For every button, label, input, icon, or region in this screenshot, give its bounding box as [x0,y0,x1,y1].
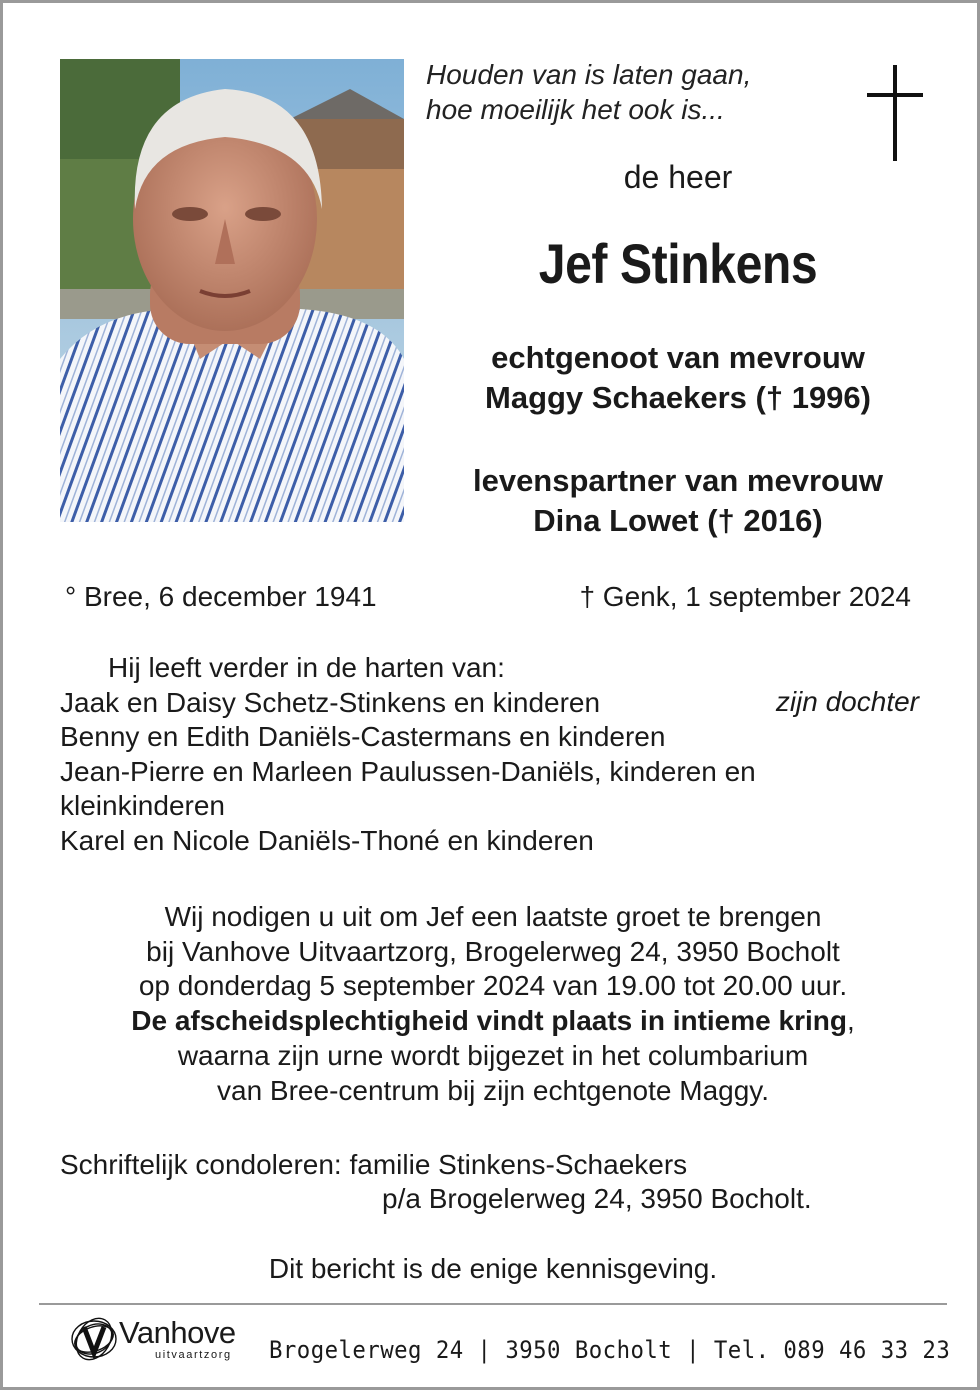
condolences-line-1: Schriftelijk condoleren: familie Stinkens-Schaekers [60,1149,688,1180]
quote [426,57,751,127]
portrait-photo [60,59,404,522]
partner-line-1: levenspartner van mevrouw [472,463,884,498]
condolences-address: p/a Brogelerweg 24, 3950 Bocholt. [382,1183,812,1214]
spouse-line-1: echtgenoot van mevrouw [491,340,865,375]
spouse-line-2: Maggy Schaekers († 1996) [485,380,871,415]
ceremony-comma: , [846,1005,855,1037]
logo-subtitle: uitvaartzorg [155,1349,232,1361]
spouse-block [423,338,933,418]
quote-line-1: Houden van is laten gaan, [426,59,752,90]
invitation-line-2: bij Vanhove Uitvaartzorg, Brogelerweg 24, 3950 Bocholt [146,935,840,967]
family-line: Jaak en Daisy Schetz-Stinkens en kinderen [60,686,601,718]
deceased-name: Jef Stinkens [538,232,818,295]
invitation-line-6: van Bree-centrum bij zijn echtgenote Maggy. [217,1074,769,1106]
family-intro: Hij leeft verder in de harten van: [108,652,505,683]
family-line: Jean-Pierre en Marleen Paulussen-Daniëls, kinderen en [60,755,756,787]
invitation-line-4 [3,1004,980,1039]
invitation [3,900,980,1108]
ceremony-notice: De afscheidsplechtigheid vindt plaats in intieme kring [131,1005,847,1037]
partner-line-2: Dina Lowet († 2016) [533,503,823,538]
invitation-line-5: waarna zijn urne wordt bijgezet in het columbarium [177,1039,809,1071]
footer-divider [39,1303,947,1305]
death-date: † Genk, 1 september 2024 [579,581,911,612]
invitation-line-1: Wij nodigen u uit om Jef een laatste groet te brengen [164,901,822,932]
logo-wordmark: Vanhove [119,1315,236,1350]
birth-date: ° Bree, 6 december 1941 [65,581,377,612]
family-line: kleinkinderen [60,790,225,821]
condolences [60,1148,812,1216]
quote-line-2: hoe moeilijk het ook is... [426,94,725,125]
footer-address: Brogelerweg 24 | 3950 Bocholt | Tel. 089 46 33 23 [269,1336,951,1364]
family-line: Karel en Nicole Daniëls-Thoné en kinderen [60,824,594,856]
cross-icon [867,65,923,161]
partner-block [423,461,933,541]
family-line: Benny en Edith Daniëls-Castermans en kinderen [60,721,666,752]
salutation: de heer [623,159,733,195]
notice-text: Dit bericht is de enige kennisgeving. [268,1253,718,1284]
invitation-line-3: op donderdag 5 september 2024 van 19.00 tot 20.00 uur. [138,970,848,1002]
family-list [60,651,756,858]
family-role: zijn dochter [775,686,919,717]
